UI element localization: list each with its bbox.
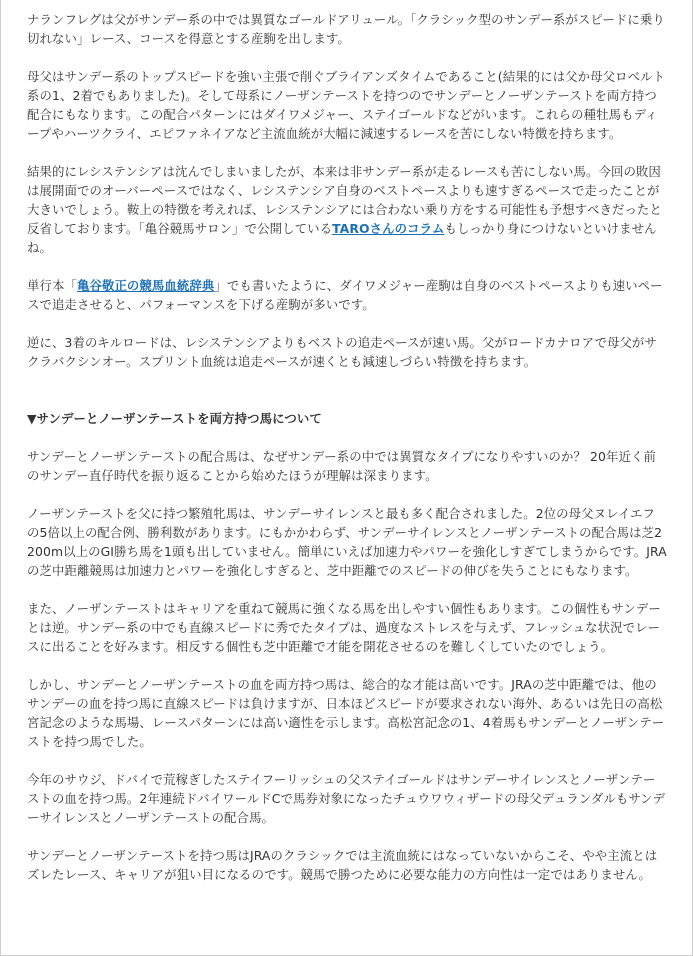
article-body (27, 10, 667, 903)
paragraph-9: しかし、サンデーとノーザンテーストの血を両方持つ馬は、総合的な才能は高いです。JRAの芝中距離では、他のサンデーの血を持つ馬に直線スピードは負けますが、日本ほどスピードが要求されない海外、あるいは先日の高松宮記念のような馬場、レースパターンには高い適性を示します。高松宮記念の1、4着馬もサンデーとノーザンテーストを持つ馬でした。 (27, 677, 665, 749)
paragraph-11: サンデーとノーザンテーストを持つ馬はJRAのクラシックでは主流血統にはなっていないからこそ、やや主流とはズレたレース、キャリアが狙い目になるのです。競馬で勝つために必要な能力の方向性は一定ではありません。 (27, 848, 658, 882)
bloodline-dictionary-link[interactable]: 亀谷敬正の競馬血統辞典 (76, 278, 215, 293)
paragraph-3-text-a: 結果的にレシステンシアは沈んでしまいましたが、本来は非サンデー系が走るレースも苦にしない馬。今回の敗因は展開面でのオーバーペースではなく、レシステンシア自身のベストペースよりも速すぎるペースで走ったことが大きいでしょう。鞍上の特徴を考えれば、レシステンシアには合わない乗り方をする可能性も予想すべきだったと反省しております。「亀谷競馬サロン」で公開している (27, 164, 662, 236)
taro-column-link[interactable]: TAROさんのコラム (332, 221, 445, 236)
paragraph-6: サンデーとノーザンテーストの配合馬は、なぜサンデー系の中では異質なタイプになりやすいのか？ 20年近く前のサンデー直仔時代を振り返ることから始めたほうが理解は深まります。 (27, 449, 656, 483)
paragraph-4 (27, 276, 667, 314)
paragraph-4-text-a: 単行本「 (27, 278, 77, 293)
paragraph-10: 今年のサウジ、ドバイで荒稼ぎしたステイフーリッシュの父ステイゴールドはサンデーサイレンスとノーザンテーストの血を持つ馬。2年連続ドバイワールドCで馬券対象になったチュウワウィザードの母父デュランダルもサンデーサイレンスとノーザンテーストの配合馬。 (27, 772, 666, 825)
paragraph-8: また、ノーザンテーストはキャリアを重ねて競馬に強くなる馬を出しやすい個性もあります。この個性もサンデーとは逆。サンデー系の中でも直線スピードに秀でたタイプは、過度なストレスを与えず、フレッシュな状況でレースに出ることを好みます。相反する個性も芝中距離で才能を開花させるのを難しくしていたのでしょう。 (27, 601, 661, 654)
paragraph-2: 母父はサンデー系のトップスピードを強い主張で削ぐブライアンズタイムであること(結果的には父か母父ロベルト系の1、2着でもありました)。そして母系にノーザンテーストを持つのでサンデーとノーザンテーストを両方持つ配合にもなります。この配合パターンにはダイワメジャー、ステイゴールドなどがいます。これらの種牡馬もディープやハーツクライ、エピファネイアなど主流血統が大幅に減速するレースを苦にしない特徴を持ちます。 (27, 69, 666, 141)
paragraph-1: ナランフレグは父がサンデー系の中では異質なゴールドアリュール。「クラシック型のサンデー系がスピードに乗り切れない」レース、コースを得意とする産駒を出します。 (27, 12, 665, 46)
paragraph-5: 逆に、3着のキルロードは、レシステンシアよりもベストの追走ペースが速い馬。父がロードカナロアで母父がサクラバクシンオー。スプリント血統は追走ペースが速くとも減速しづらい特徴を持ちます。 (27, 335, 657, 369)
paragraph-3-text-b: もしっかり身につけないといけませんね。 (27, 221, 657, 255)
paragraph-7: ノーザンテーストを父に持つ繁殖牝馬は、サンデーサイレンスと最も多く配合されました。2位の母父ヌレイエフの5倍以上の配合例、勝利数があります。にもかかわらず、サンデーサイレンスとノーザンテーストの配合馬は芝2200m以上のGI勝ち馬を1頭も出していません。簡単にいえば加速力やパワーを強化しすぎてしまうからです。JRAの芝中距離競馬は加速力とパワーを強化しすぎると、芝中距離でのスピードの伸びを失うことにもなります。 (27, 506, 667, 578)
section-heading: ▼サンデーとノーザンテーストを両方持つ馬について (27, 411, 322, 426)
paragraph-3 (27, 162, 667, 257)
paragraph-4-text-b: 」でも書いたように、ダイワメジャー産駒は自身のベストペースよりも速いペースで追走させると、パフォーマンスを下げる産駒が多いです。 (27, 278, 663, 312)
